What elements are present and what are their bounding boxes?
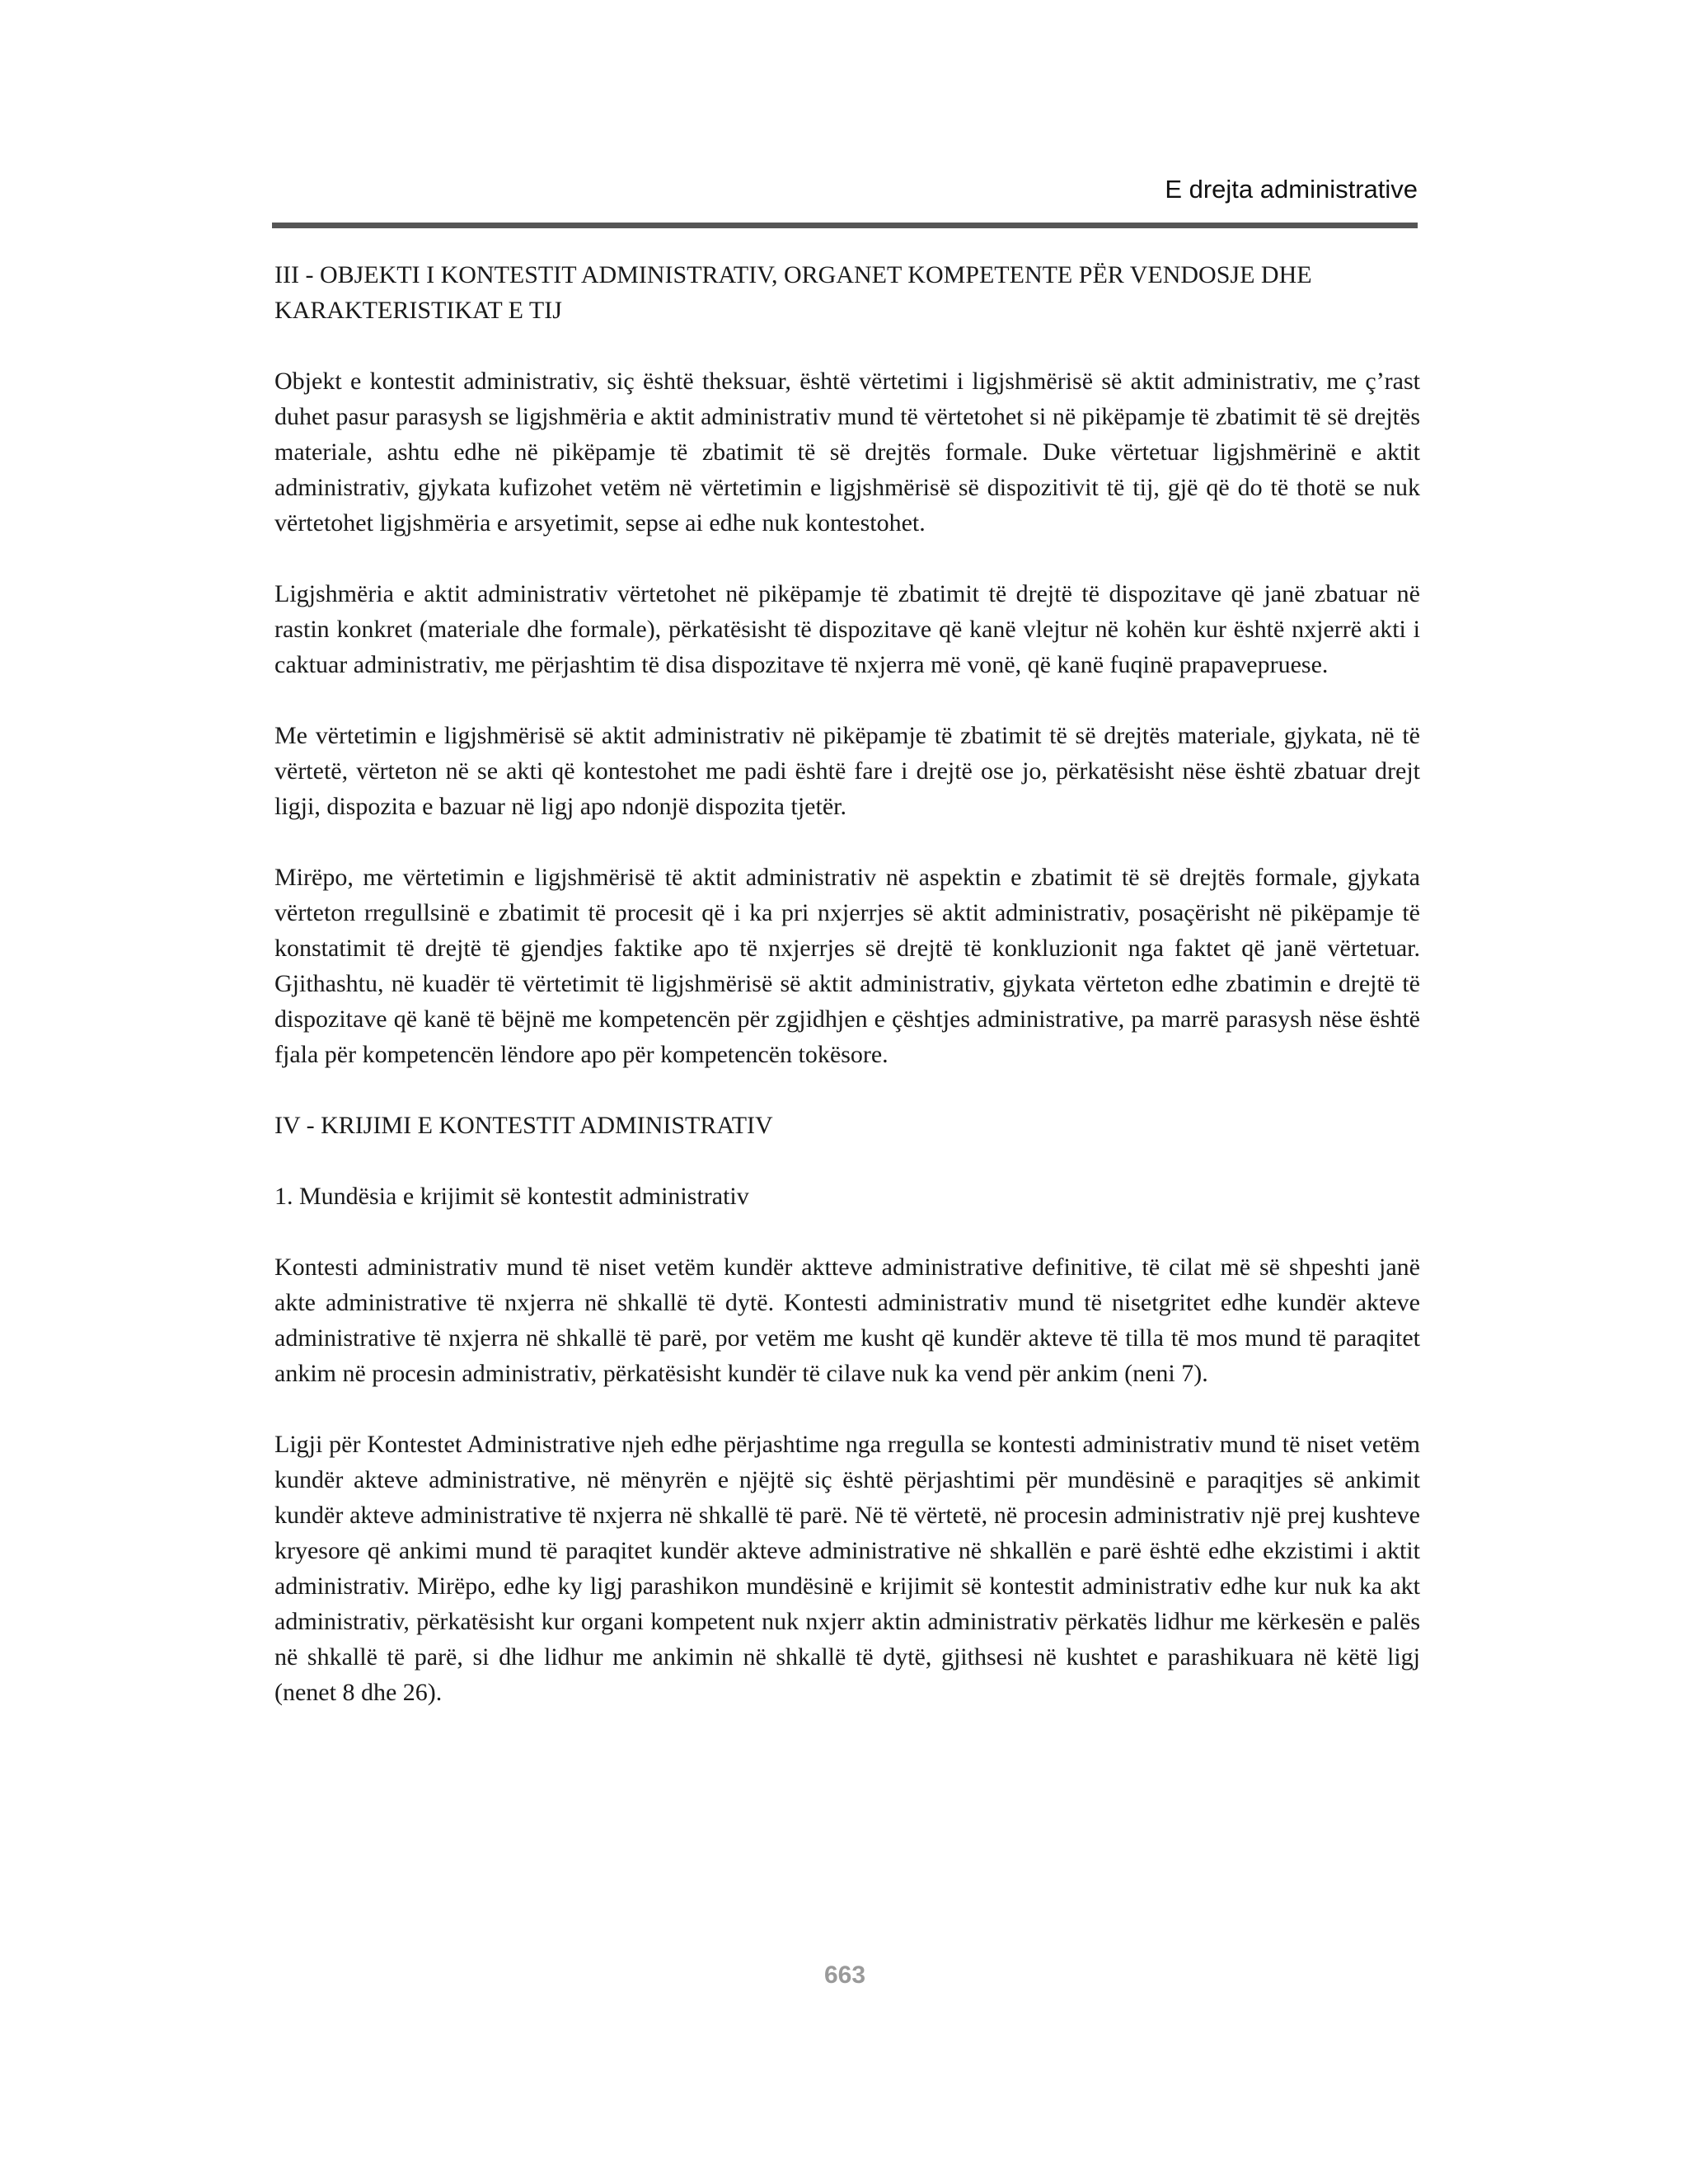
paragraph: Ligji për Kontestet Administrative njeh edhe përjashtime nga rregulla se kontesti administrativ mund të niset vetëm kundër akteve administrative, në mënyrën e njëjtë siç është përjashtimi për mundësinë e paraqitjes së ankimit kundër akteve administrative të nxjerra në shkallë të parë. Në të vërtetë, në procesin administrativ një prej kushteve kryesore që ankimi mund të paraqitet kundër akteve administrative në shkallën e parë është edhe ekzistimi i aktit administrativ. Mirëpo, edhe ky ligj parashikon mundësinë e krijimit së kontestit administrativ edhe kur nuk ka akt administrativ, përkatësisht kur organi kompetent nuk nxjerr aktin administrativ përkatës lidhur me kërkesën e palës në shkallë të parë, si dhe lidhur me ankimin në shkallë të dytë, gjithsesi në kushtet e parashikuara në këtë ligj (nenet 8 dhe 26). (274, 1431, 1420, 1706)
paragraph: Kontesti administrativ mund të niset vetëm kundër aktteve administrative definitive, të cilat më së shpeshti janë akte administrative të nxjerra në shkallë të dytë. Kontesti administrativ mund të nisetgritet edhe kundër akteve administrative të nxjerra në shkallë të parë, por vetëm me kusht që kundër akteve të tilla të mos mund të paraqitet ankim në procesin administrativ, përkatësisht kundër të cilave nuk ka vend për ankim (neni 7). (274, 1254, 1420, 1387)
header-divider (272, 223, 1418, 228)
page-body (274, 257, 1420, 1746)
paragraph: Objekt e kontestit administrativ, siç është theksuar, është vërtetimi i ligjshmërisë së aktit administrativ, me ç’rast duhet pasur parasysh se ligjshmëria e aktit administrativ mund të vërtetohet si në pikëpamje të zbatimit të së drejtës materiale, ashtu edhe në pikëpamje të zbatimit të së drejtës formale. Duke vërtetuar ligjshmërinë e aktit administrativ, gjykata kufizohet vetëm në vërtetimin e ligjshmërisë së dispozitivit të tij, gjë që do të thotë se nuk vërtetohet ligjshmëria e arsyetimit, sepse ai edhe nuk kontestohet. (274, 368, 1420, 537)
section-heading-iv: IV - KRIJIMI E KONTESTIT ADMINISTRATIV (274, 1112, 773, 1139)
subsection-heading: 1. Mundësia e krijimit së kontestit administrativ (274, 1183, 749, 1210)
section-heading-iii: III - OBJEKTI I KONTESTIT ADMINISTRATIV, ORGANET KOMPETENTE PËR VENDOSJE DHE KARAKTERISTIKAT E TIJ (274, 261, 1312, 324)
paragraph: Me vërtetimin e ligjshmërisë së aktit administrativ në pikëpamje të zbatimit të së drejtës materiale, gjykata, në të vërtetë, vërteton në se akti që kontestohet me padi është fare i drejtë ose jo, përkatësisht nëse është zbatuar drejt ligji, dispozita e bazuar në ligj apo ndonjë dispozita tjetër. (274, 722, 1420, 820)
paragraph: Ligjshmëria e aktit administrativ vërtetohet në pikëpamje të zbatimit të drejtë të dispozitave që janë zbatuar në rastin konkret (materiale dhe formale), përkatësisht të dispozitave që kanë vlejtur në kohën kur është nxjerrë akti i caktuar administrativ, me përjashtim të disa dispozitave të nxjerra më vonë, që kanë fuqinë prapavepruese. (274, 580, 1420, 678)
running-header-title: E drejta administrative (1165, 175, 1418, 204)
page-number: 663 (823, 1961, 866, 1989)
paragraph: Mirëpo, me vërtetimin e ligjshmërisë të aktit administrativ në aspektin e zbatimit të së drejtës formale, gjykata vërteton rregullsinë e zbatimit të procesit që i ka pri nxjerrjes së aktit administrativ, posaçërisht në pikëpamje të konstatimit të drejtë të gjendjes faktike apo të nxjerrjes së drejtë të konkluzionit nga faktet që janë vërtetuar. Gjithashtu, në kuadër të vërtetimit të ligjshmërisë së aktit administrativ, gjykata vërteton edhe zbatimin e drejtë të dispozitave që kanë të bëjnë me kompetencën për zgjidhjen e çështjes administrative, pa marrë parasysh nëse është fjala për kompetencën lëndore apo për kompetencën tokësore. (274, 864, 1420, 1068)
